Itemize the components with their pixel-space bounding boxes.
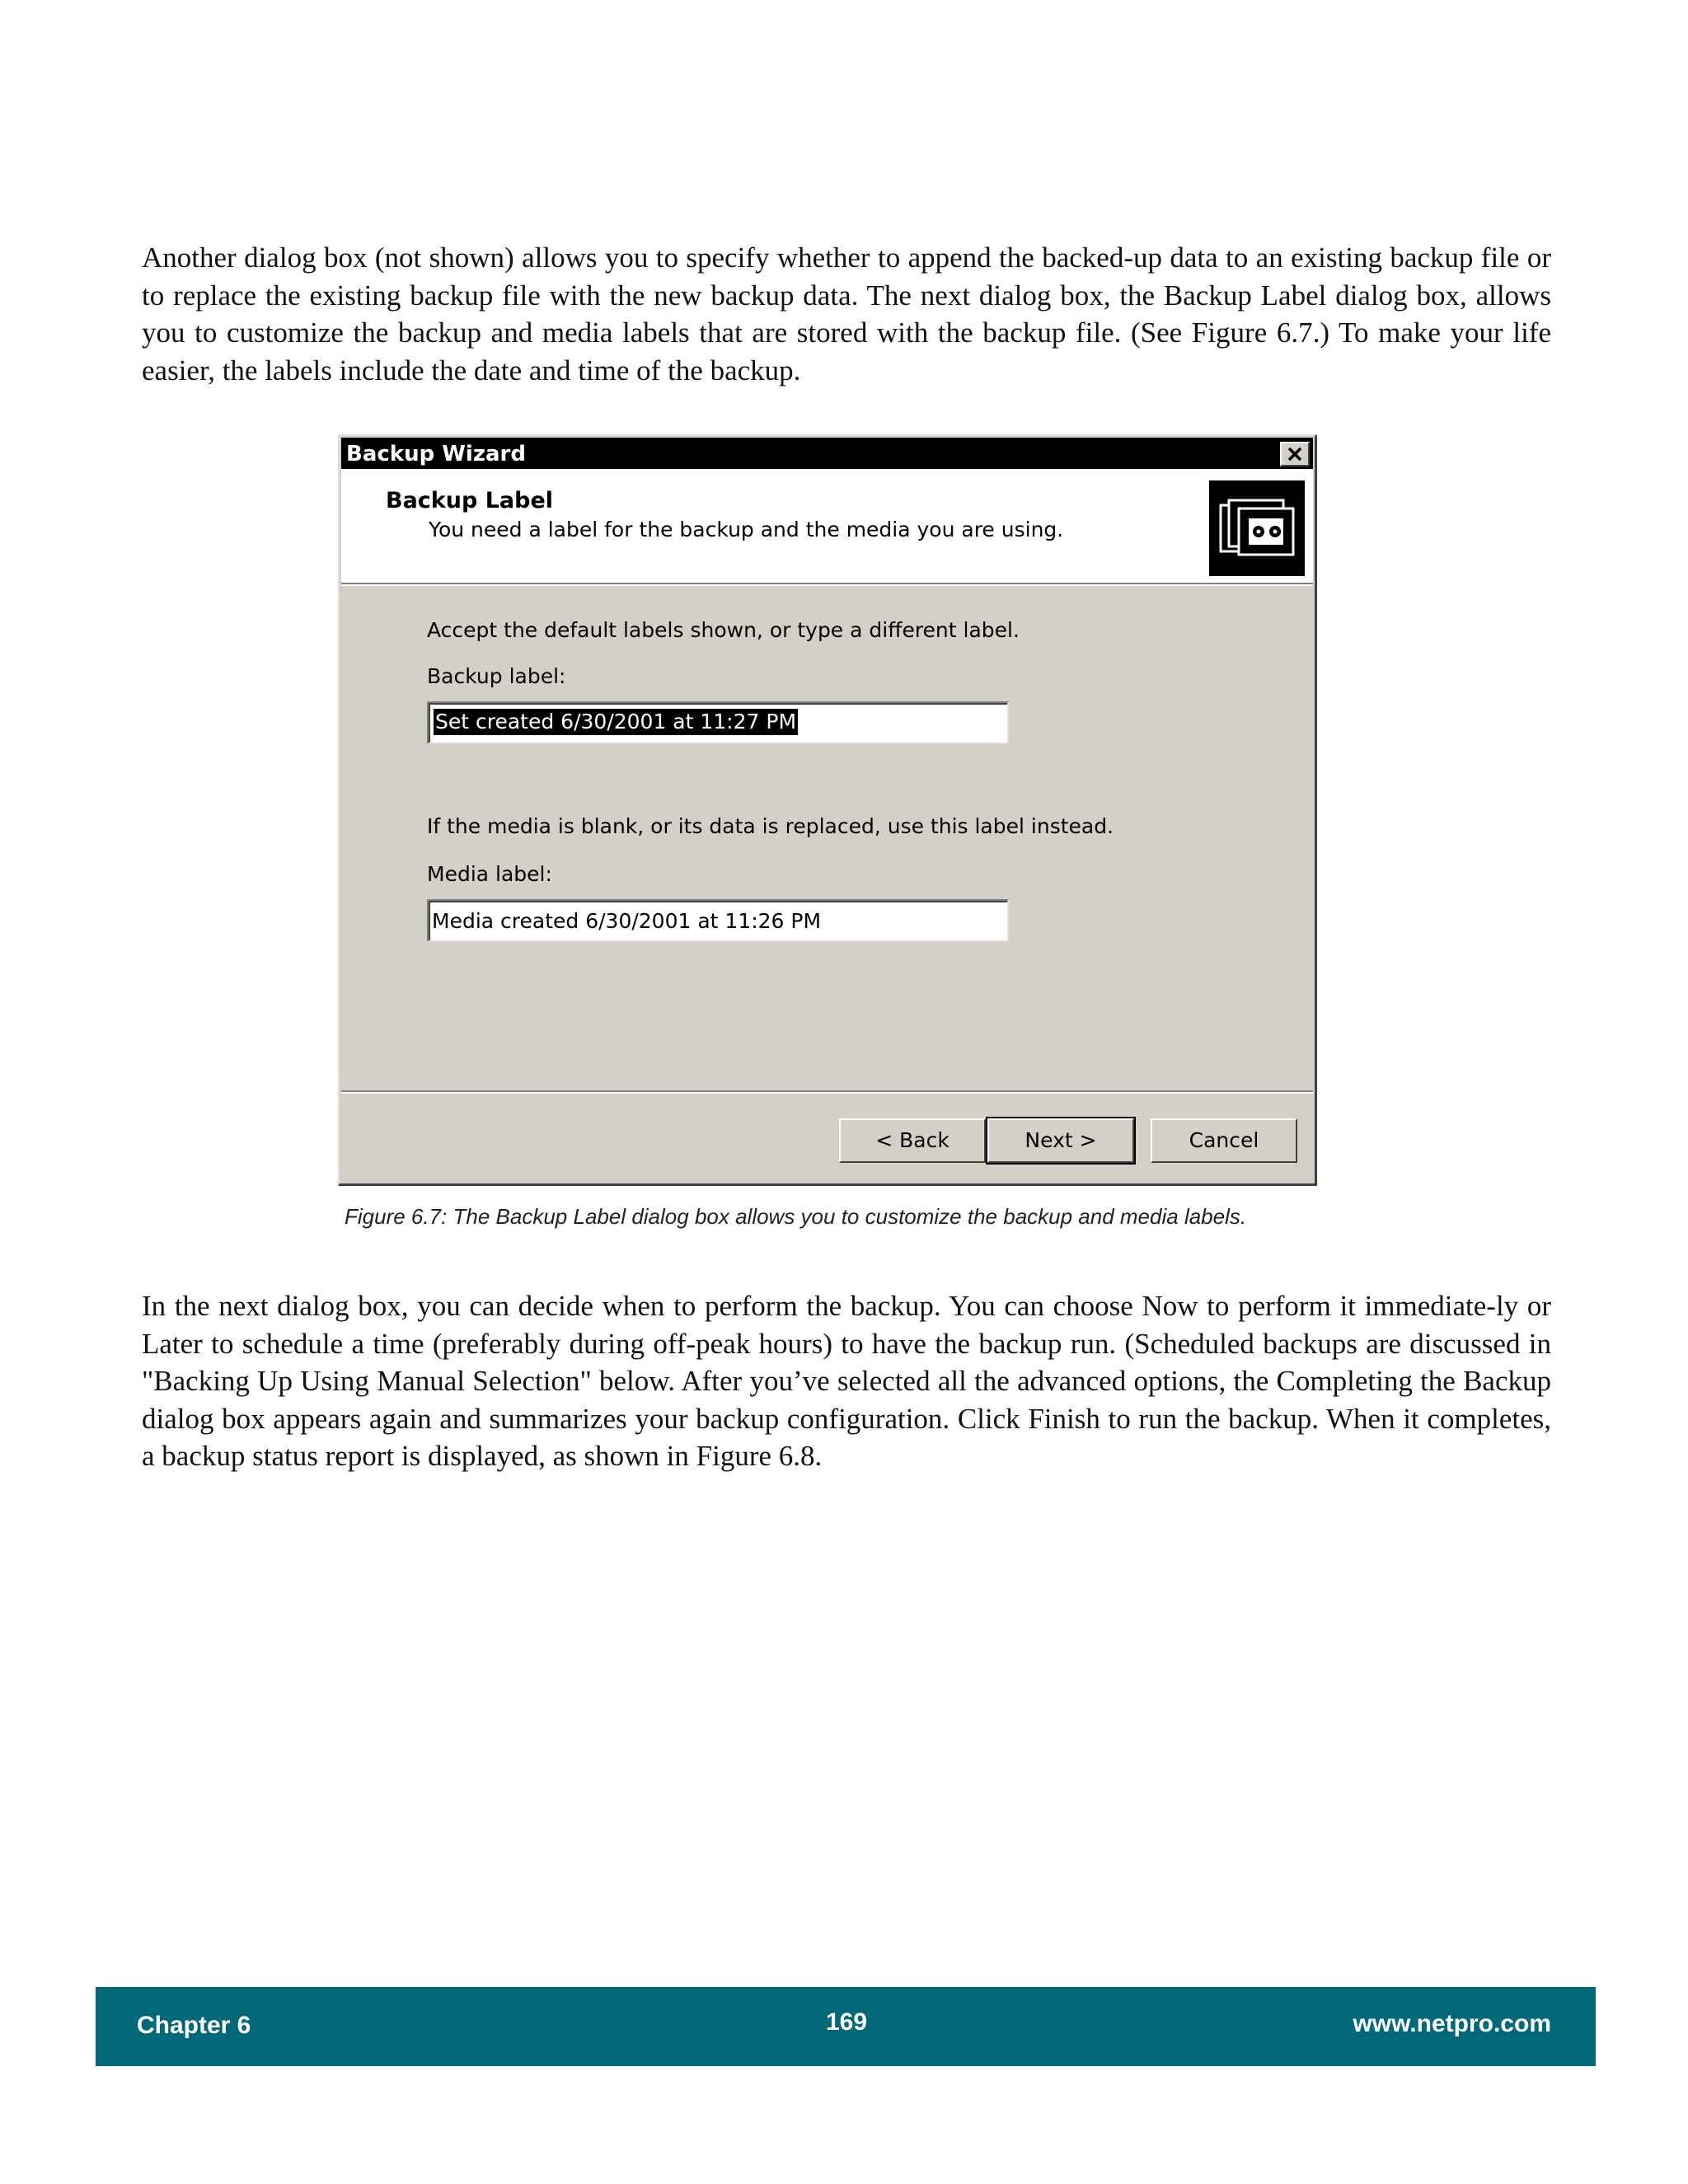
media-label-caption: Media label:	[427, 862, 552, 886]
wizard-header	[341, 469, 1313, 584]
next-button[interactable]: Next >	[987, 1118, 1134, 1163]
footer-divider	[341, 1090, 1313, 1094]
dialog-title: Backup Wizard	[346, 442, 526, 466]
figure-caption: Figure 6.7: The Backup Label dialog box allows you to customize the backup and media labels.	[345, 1204, 1247, 1229]
backup-wizard-dialog	[338, 434, 1317, 1186]
backup-label-value: Set created 6/30/2001 at 11:27 PM	[435, 710, 797, 733]
website-link[interactable]: www.netpro.com	[1353, 2010, 1551, 2037]
close-icon	[1287, 447, 1302, 462]
back-button[interactable]: < Back	[839, 1118, 986, 1163]
backup-media-icon	[1209, 480, 1305, 576]
intro-paragraph: Another dialog box (not shown) allows you to specify whether to append the backed-up data to an existing backup file or to replace the existing backup file with the new backup data. The next dialog box, the Backup Label dialog box, allows you to customize the backup and media labels that are stored with the backup file. (See Figure 6.7.) To make your life easier, the labels include the date and time of the backup.	[142, 241, 1551, 387]
page-footer	[96, 1987, 1596, 2066]
close-button[interactable]	[1280, 442, 1310, 466]
page-number: 169	[826, 2008, 868, 2036]
backup-label-input[interactable]	[427, 701, 1009, 744]
chapter-label: Chapter 6	[137, 2012, 251, 2039]
instruction-text-2: If the media is blank, or its data is replaced, use this label instead.	[427, 814, 1114, 838]
backup-label-caption: Backup label:	[427, 664, 566, 688]
media-label-input[interactable]	[432, 905, 1001, 936]
wizard-page-subtitle: You need a label for the backup and the media you are using.	[429, 518, 1064, 541]
cancel-button[interactable]: Cancel	[1151, 1118, 1297, 1163]
dialog-titlebar	[341, 438, 1313, 469]
instruction-text-1: Accept the default labels shown, or type a different label.	[427, 618, 1020, 642]
body-paragraph: In the next dialog box, you can decide when to perform the backup. You can choose Now to perform it immediate-ly or Later to schedule a time (preferably during off-peak hours) to have the backup run. (Scheduled backups are discussed in "Backing Up Using Manual Selection" below. After you’ve selected all the advanced options, the Completing the Backup dialog box appears again and summarizes your backup configuration. Click Finish to run the backup. When it completes, a backup status report is displayed, as shown in Figure 6.8.	[142, 1290, 1551, 1472]
wizard-page-title: Backup Label	[386, 488, 554, 513]
media-label-field[interactable]	[427, 899, 1009, 942]
